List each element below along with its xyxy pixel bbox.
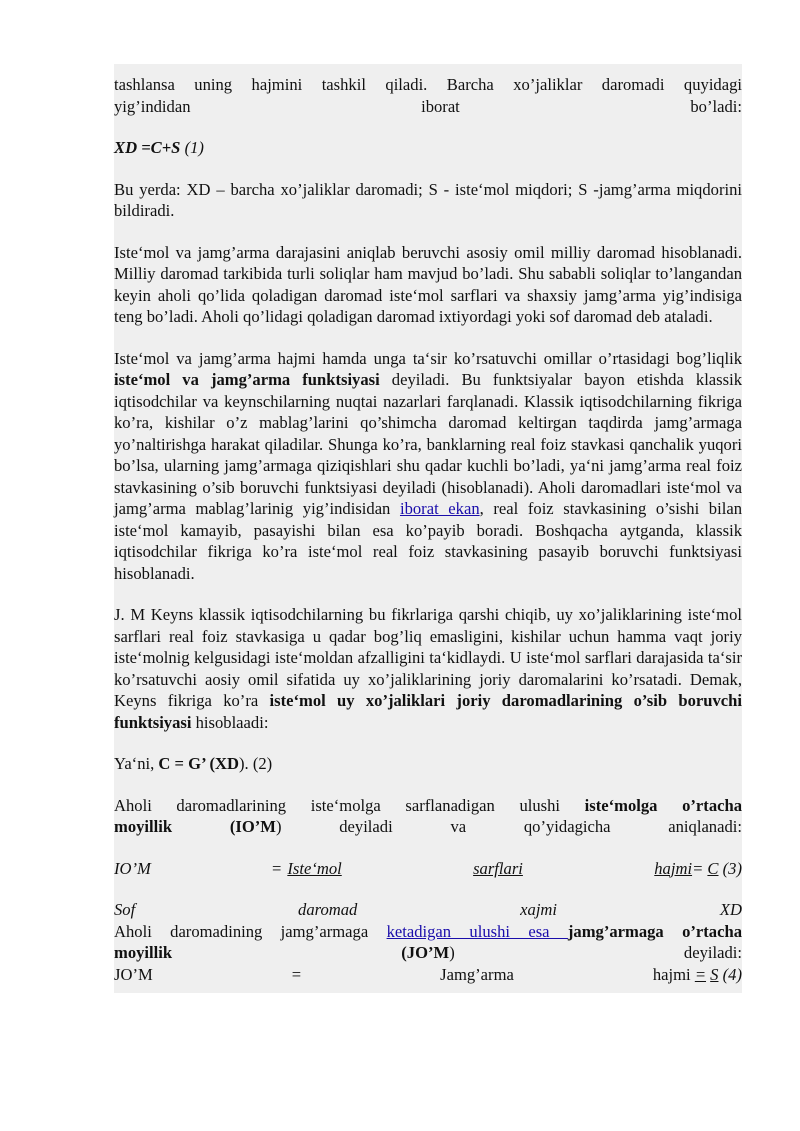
formula-expression: C = G’ (XD (158, 754, 239, 773)
paragraph-classical-view (114, 348, 742, 585)
formula-1 (114, 137, 742, 159)
paragraph-apc (114, 795, 742, 838)
paragraph-aps (114, 921, 742, 964)
text-run: J. M Keyns klassik iqtisodchilarning bu fikrlariga qarshi chiqib, uy xo’jaliklarining iste‘mol sarflari real foiz stavkasiga u qadar bog’liq emasligini, kishilar uchun hamma vaqt joriy iste‘molnig kelgusidagi iste‘moldan afzalligini ta‘kidlaydi. U iste‘mol sarflari darajasida ta‘sir ko’rsatuvchi aosiy omil sifatida uy xo’jaliklarining joriy daromalarini ko’rsatadi. Demak, Keyns fikriga ko’ra (114, 605, 742, 710)
formula-4 (114, 964, 742, 986)
text-run: Aholi daromadining jamg’armaga (114, 921, 387, 941)
text-run: Ya‘ni, (114, 754, 159, 773)
formula-word: daromad (298, 900, 358, 919)
text-run: hisoblaadi: (191, 712, 269, 732)
bold-term: (IO’M (229, 817, 276, 836)
formula-3-denominator-line (114, 899, 742, 921)
bold-term: (JO’M (401, 943, 450, 962)
formula-symbol: XD (719, 900, 742, 919)
formula-word: Sof (114, 900, 136, 919)
formula-expression: XD =C+S (114, 138, 181, 157)
text-run: deyiladi: (683, 943, 742, 962)
fraction-numerator-symbol: S (710, 964, 719, 984)
text-run: ) (449, 943, 455, 962)
paragraph-definitions: Bu yerda: XD – barcha xo’jaliklar daromadi; S - iste‘mol miqdori; S -jamg’arma miqdorini bildiradi. (114, 179, 742, 220)
formula-word: hajmi (652, 964, 691, 984)
equals-sign: = (291, 964, 302, 984)
bold-term: iste‘mol va jamg’arma funktsiyasi (114, 370, 380, 389)
equals-sign: = (692, 858, 708, 878)
formula-rhs (272, 858, 742, 880)
text-line (114, 942, 742, 964)
text-run: Aholi daromadlarining iste‘molga sarflanadigan ulushi (114, 795, 585, 815)
formula-3 (114, 858, 742, 880)
bold-term: iste‘molga o’rtacha (584, 795, 743, 815)
formula-number: ). (2) (239, 754, 273, 773)
paragraph-intro (114, 74, 742, 117)
text-run: deyiladi. Bu funktsiyalar bayon etishda klassik iqtisodchilar va keynschilarning nuqtai nazarlari farqlanadi. Klassik iqtisodchilarning fikriga ko’ra, kishilar o’z mablag’larini qo’shimcha daromad keltirgan taqdirda jamg’armaga yo’naltirishga harakat qiladilar. Shunga ko’ra, banklarning real foiz stavkasi qanchalik yuqori bo’lsa, ularning jamg’armaga qiziqishlari shu qadar kuchli bo’ladi, ya‘ni jamg’arma real foiz stavkasining o’sib boruvchi funktsiyasi deyiladi (hisoblanadi). Aholi daromadlari iste‘mol va jamg’arma mablag’larinig yig’indisidan (114, 370, 742, 518)
formula-2 (114, 753, 742, 775)
formula-word: xajmi (520, 900, 558, 919)
text-line (114, 816, 742, 838)
formula-word: Jamg’arma (440, 964, 514, 984)
text-run: ) deyiladi va qo’yidagicha aniqlanadi: (275, 817, 742, 836)
hyperlink-iborat-ekan[interactable]: iborat ekan (399, 499, 480, 518)
text-line: tashlansa uning hajmini tashkil qiladi. Barcha xo’jaliklar daromadi quyidagi (114, 75, 742, 94)
document-body (114, 64, 742, 993)
formula-tail (653, 964, 742, 986)
equals-sign: = (694, 964, 707, 984)
formula-word: sarflari (473, 858, 523, 878)
formula-number: (4) (718, 964, 742, 984)
paragraph-national-income: Iste‘mol va jamg’arma darajasini aniqlab beruvchi asosiy omil milliy daromad hisoblanadi. Milliy daromad tarkibida turli soliqlar ham mavjud bo’ladi. Shu sababli soliqlar to’langandan keyin aholi qo’lida qoladigan daromad iste‘mol sarflari va shaxsiy jamg’arma yig’indisiga teng bo’ladi. Aholi qo’lidagi qoladigan daromad ixtiyordagi yoki sof daromad deb ataladi. (114, 242, 742, 326)
bold-term: iste‘mol uy xo’jaliklari joriy daromadlarining o’sib boruvchi funktsiyasi (114, 691, 743, 732)
text-run: , real foiz stavkasining o’sishi bilan iste‘mol kamayib, pasayishi bilan esa ko’payib boradi. Boshqacha aytganda, klassik iqtisodchilar fikriga ko’ra iste‘mol real foiz stavkasining pasayib boruvchi funktsiyasi hisoblanadi. (114, 499, 742, 583)
bold-term: moyillik (114, 817, 173, 836)
bold-term: moyillik (114, 943, 173, 962)
formula-symbol: JO’M (114, 964, 153, 984)
formula-word: hajmi (654, 858, 693, 878)
formula-word: Iste‘mol (287, 858, 342, 878)
text-line: yig’indidan iborat bo’ladi: (114, 96, 742, 116)
text-line (114, 921, 742, 943)
bold-term: jamg’armaga o’rtacha (567, 921, 742, 941)
formula-number: (1) (180, 138, 204, 157)
formula-symbol: IO’M (114, 858, 151, 878)
fraction-numerator-symbol: C (707, 858, 719, 878)
formula-3-numerator-line (114, 858, 742, 880)
text-line (114, 795, 742, 817)
text-group (401, 942, 454, 964)
text-run: Iste‘mol va jamg’arma hajmi hamda unga ta‘sir ko’rsatuvchi omillar o’rtasidagi bog’liqlik (114, 348, 742, 368)
equals-sign: = (272, 858, 282, 878)
formula-number: (3) (718, 858, 742, 878)
hyperlink-ketadigan-ulushi[interactable]: ketadigan ulushi esa (386, 921, 568, 941)
formula-tail (692, 858, 742, 880)
paragraph-keynes-view (114, 604, 742, 733)
fraction-numerator (287, 858, 692, 880)
